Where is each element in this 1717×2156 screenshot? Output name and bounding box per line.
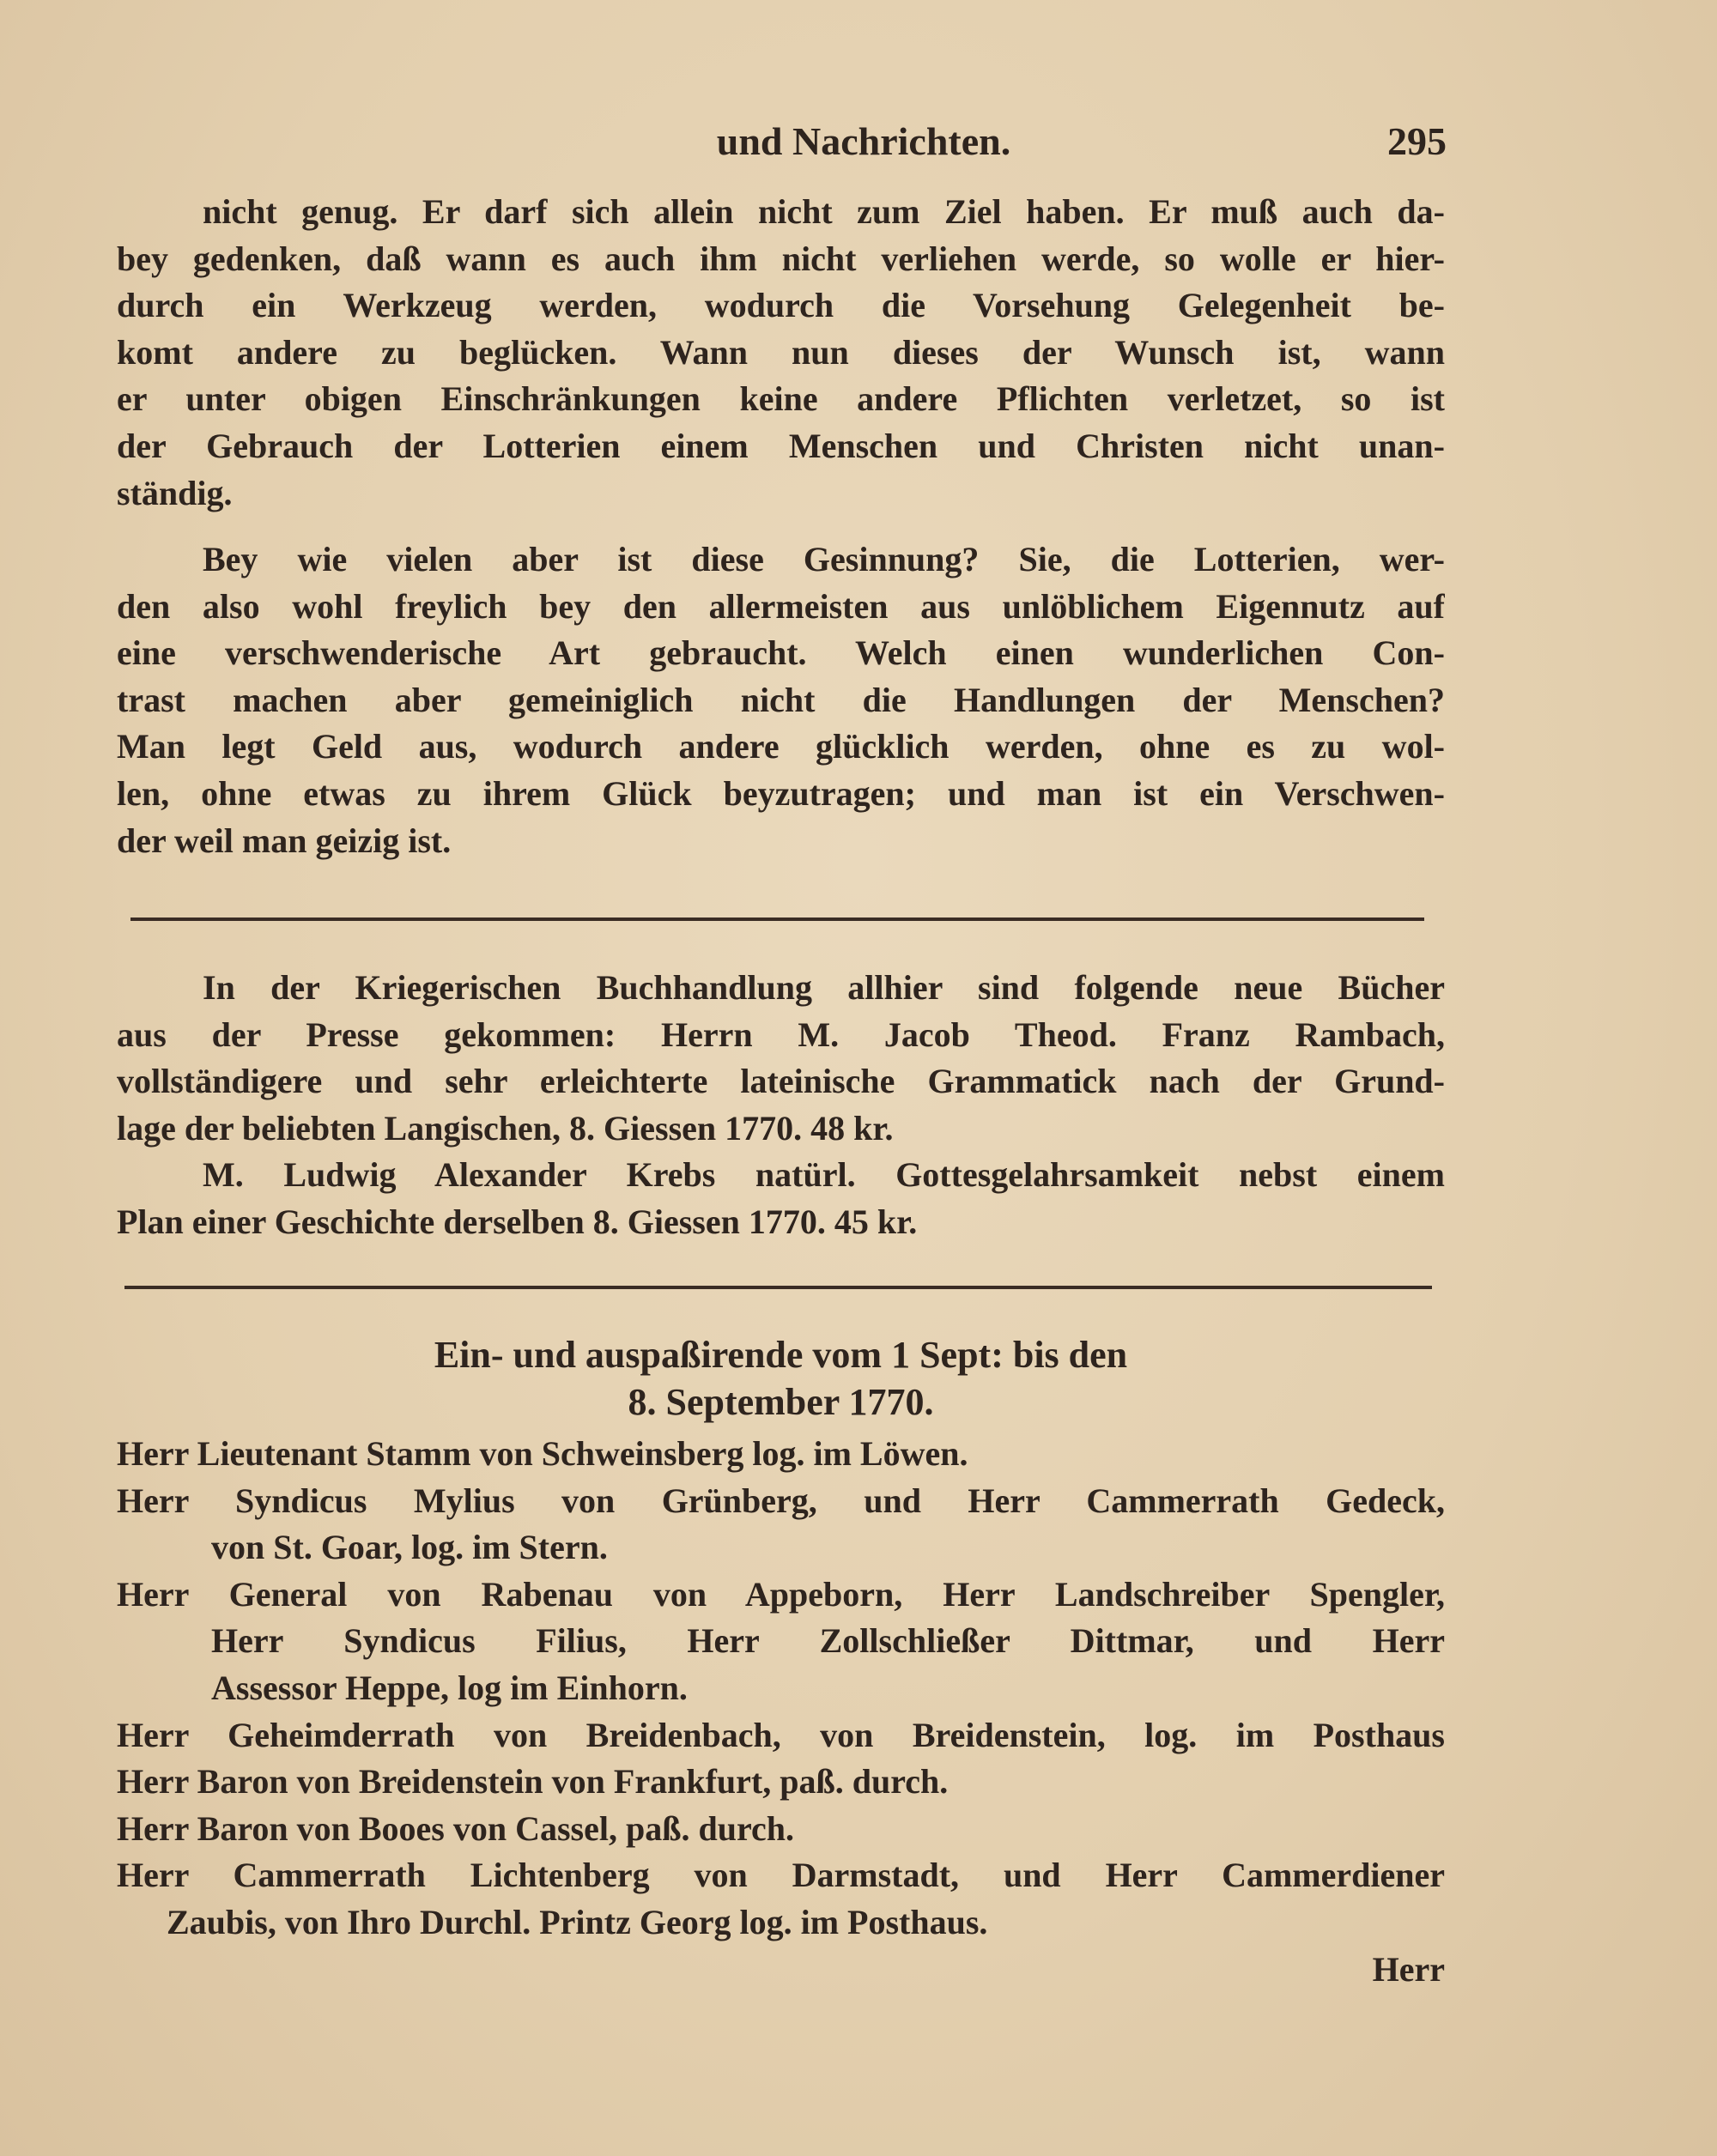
book-line: M. Ludwig Alexander Krebs natürl. Gottesgelahrsamkeit nebst einem	[203, 1155, 1445, 1195]
page-number: 295	[1387, 119, 1447, 163]
book-line: lage der beliebten Langischen, 8. Giessen 1770. 48 kr.	[117, 1108, 894, 1148]
traveller-entry-line: Assessor Heppe, log im Einhorn.	[211, 1668, 688, 1707]
text-line: bey gedenken, daß wann es auch ihm nicht verliehen werde, so wolle er hier-	[117, 239, 1445, 278]
section-divider	[130, 918, 1424, 921]
text-line: Man legt Geld aus, wodurch andere glücklich werden, ohne es zu wol-	[117, 727, 1445, 766]
book-line: In der Kriegerischen Buchhandlung allhier sind folgende neue Bücher	[203, 968, 1445, 1007]
text-line: er unter obigen Einschränkungen keine andere Pflichten verletzet, so ist	[117, 379, 1445, 419]
travellers-heading	[117, 1332, 1445, 1426]
traveller-entry-line: Herr Baron von Breidenstein von Frankfurt, paß. durch.	[117, 1762, 949, 1802]
text-line: nicht genug. Er darf sich allein nicht zum Ziel haben. Er muß auch da-	[203, 192, 1445, 231]
heading-line: 8. September 1770.	[628, 1380, 934, 1423]
text-line: Bey wie vielen aber ist diese Gesinnung? Sie, die Lotterien, wer-	[203, 540, 1445, 578]
heading-line: Ein- und auspaßirende vom 1 Sept: bis den	[434, 1334, 1128, 1376]
text-line: trast machen aber gemeiniglich nicht die Handlungen der Menschen?	[117, 680, 1445, 719]
book-line: aus der Presse gekommen: Herrn M. Jacob Theod. Franz Rambach,	[117, 1014, 1445, 1054]
text-line: ständig.	[117, 473, 233, 512]
text-line: den also wohl freylich bey den allermeisten aus unlöblichem Eigennutz auf	[117, 586, 1445, 626]
section-divider	[124, 1286, 1432, 1289]
text-line: komt andere zu beglücken. Wann nun dieses der Wunsch ist, wann	[117, 332, 1445, 372]
text-line: durch ein Werkzeug werden, wodurch die Vorsehung Gelegenheit be-	[117, 286, 1445, 325]
traveller-entry-line: Herr Syndicus Filius, Herr Zollschließer Dittmar, und Herr	[211, 1621, 1445, 1661]
traveller-entry-line: Herr Syndicus Mylius von Grünberg, und Herr Cammerrath Gedeck,	[117, 1481, 1445, 1520]
book-line: vollständigere und sehr erleichterte lateinische Grammatick nach der Grund-	[117, 1062, 1445, 1101]
traveller-entry-line: Herr Lieutenant Stamm von Schweinsberg log. im Löwen.	[117, 1434, 968, 1473]
travellers-list	[117, 1431, 1445, 1993]
essay-paragraph-1	[117, 189, 1445, 517]
text-line: len, ohne etwas zu ihrem Glück beyzutragen; und man ist ein Verschwen-	[117, 773, 1445, 813]
traveller-entry-line: Herr Cammerrath Lichtenberg von Darmstadt, und Herr Cammerdiener	[117, 1856, 1445, 1895]
traveller-entry-line: von St. Goar, log. im Stern.	[211, 1528, 608, 1567]
running-head	[117, 118, 1445, 170]
book-line: Plan einer Geschichte derselben 8. Giessen 1770. 45 kr.	[117, 1202, 918, 1241]
text-line: der weil man geizig ist.	[117, 821, 452, 860]
book-announcement	[117, 965, 1445, 1246]
traveller-entry-line: Herr Geheimderrath von Breidenbach, von Breidenstein, log. im Posthaus	[117, 1715, 1445, 1754]
traveller-entry-line: Herr General von Rabenau von Appeborn, Herr Landschreiber Spengler,	[117, 1574, 1445, 1614]
running-head-title: und Nachrichten.	[716, 119, 1011, 163]
text-line: eine verschwenderische Art gebraucht. Welch einen wunderlichen Con-	[117, 633, 1445, 673]
text-line: der Gebrauch der Lotterien einem Menschen und Christen nicht unan-	[117, 426, 1445, 465]
essay-paragraph-2	[117, 536, 1445, 864]
traveller-entry-line: Herr Baron von Booes von Cassel, paß. durch.	[117, 1808, 795, 1848]
catchword: Herr	[1372, 1949, 1445, 1989]
traveller-entry-line: Zaubis, von Ihro Durchl. Printz Georg log. im Posthaus.	[167, 1902, 988, 1941]
